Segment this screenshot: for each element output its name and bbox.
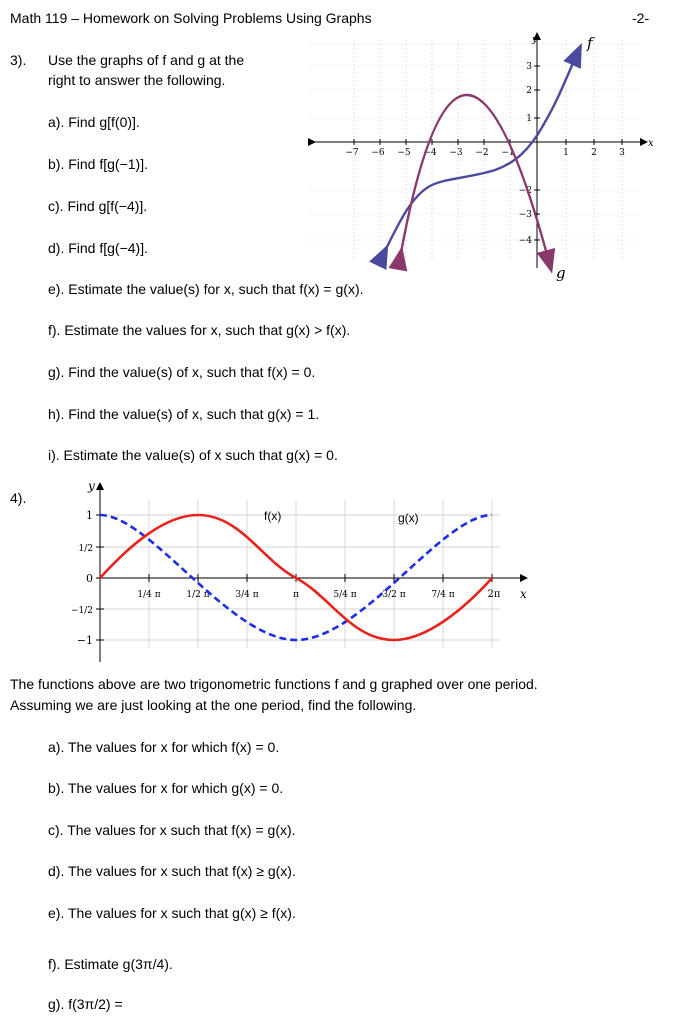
q4-ytick-label: −1/2 <box>70 606 93 616</box>
q4-grid <box>100 500 500 648</box>
q3-item-c: c). Find g[f(−4)]. <box>48 198 148 214</box>
q3-graph <box>0 0 686 290</box>
q4-number: 4). <box>10 490 27 506</box>
q4-item-e: e). The values for x such that g(x) ≥ f(x). <box>48 905 296 921</box>
q3-item-i: i). Estimate the value(s) of x such that g(x) = 0. <box>48 447 338 463</box>
q3-item-f: f). Estimate the values for x, such that g(x) > f(x). <box>48 322 351 338</box>
q4-item-c: c). The values for x such that f(x) = g(x). <box>48 822 296 838</box>
q4-xtick-label: 5/4 π <box>333 590 357 600</box>
q4-item-g: g). f(3π/2) = <box>48 996 123 1012</box>
page-title: Math 119 – Homework on Solving Problems Using Graphs <box>10 10 372 26</box>
q3-label-g: g <box>556 264 566 282</box>
q3-xtick-label: 1 <box>563 148 569 158</box>
q3-item-a: a). Find g[f(0)]. <box>48 114 140 130</box>
q4-xtick-label: π <box>293 590 299 600</box>
q4-xtick-label: 1/4 π <box>137 590 161 600</box>
q3-ytick-label: 1 <box>526 114 532 124</box>
q3-ytick-label: 3 <box>526 62 532 72</box>
q3-ytick-label: −2 <box>518 186 532 196</box>
q4-xtick-label: 3/4 π <box>235 590 259 600</box>
q3-xtick-label: −5 <box>397 148 411 158</box>
q4-description-line2: Assuming we are just looking at the one period, find the following. <box>10 697 417 713</box>
q4-item-f: f). Estimate g(3π/4). <box>48 956 173 972</box>
q3-item-b: b). Find f[g(−1)]. <box>48 156 148 172</box>
q3-item-e: e). Estimate the value(s) for x, such that f(x) = g(x). <box>48 281 364 297</box>
q4-graph <box>0 480 686 670</box>
q3-intro-line1: Use the graphs of f and g at the <box>48 52 245 68</box>
q3-number: 3). <box>10 52 27 68</box>
q3-item-g: g). Find the value(s) of x, such that f(x) = 0. <box>48 364 316 380</box>
q4-item-a: a). The values for x for which f(x) = 0. <box>48 739 280 755</box>
q4-item-b: b). The values for x for which g(x) = 0. <box>48 780 284 796</box>
q4-xtick-label: 1/2 π <box>186 590 210 600</box>
q3-xtick-label: −2 <box>475 148 489 158</box>
q3-xtick-label: 3 <box>619 148 625 158</box>
q3-ytick-label: 2 <box>526 86 532 96</box>
q4-ytick-label: 1/2 <box>78 544 93 554</box>
q4-y-axis-label: y <box>88 479 95 493</box>
q4-description-line1: The functions above are two trigonometric functions f and g graphed over one period. <box>10 676 538 692</box>
q3-ytick-label: −3 <box>518 210 532 220</box>
q3-xtick-label: −4 <box>423 148 437 158</box>
q3-xtick-label: −1 <box>501 148 515 158</box>
q4-xtick-label: 7/4 π <box>431 590 455 600</box>
q4-item-d: d). The values for x such that f(x) ≥ g(x). <box>48 863 296 879</box>
q3-xtick-label: −3 <box>449 148 463 158</box>
q4-xtick-label: 2π <box>487 589 501 600</box>
q3-y-axis-label: y <box>532 35 538 45</box>
q4-xtick-label: 3/2 π <box>382 590 406 600</box>
q3-x-axis-label: x <box>648 138 654 149</box>
q3-ytick-label: −4 <box>518 236 532 246</box>
q3-xtick-label: −7 <box>345 148 359 158</box>
q4-ytick-label: 1 <box>86 509 93 522</box>
q4-label-g: g(x) <box>398 511 419 525</box>
q4-x-axis-label: x <box>520 587 527 601</box>
page-number: -2- <box>632 10 650 26</box>
q4-ytick-label: −1 <box>76 634 93 647</box>
q3-xtick-label: −6 <box>371 148 385 158</box>
q4-ytick-label: 0 <box>86 572 93 585</box>
q3-xtick-label: 2 <box>591 148 597 158</box>
q3-item-h: h). Find the value(s) of x, such that g(x) = 1. <box>48 406 320 422</box>
q3-label-f: f <box>587 34 593 52</box>
q3-item-d: d). Find f[g(−4)]. <box>48 240 148 256</box>
q3-intro-line2: right to answer the following. <box>48 72 226 88</box>
q4-label-f: f(x) <box>264 509 282 523</box>
